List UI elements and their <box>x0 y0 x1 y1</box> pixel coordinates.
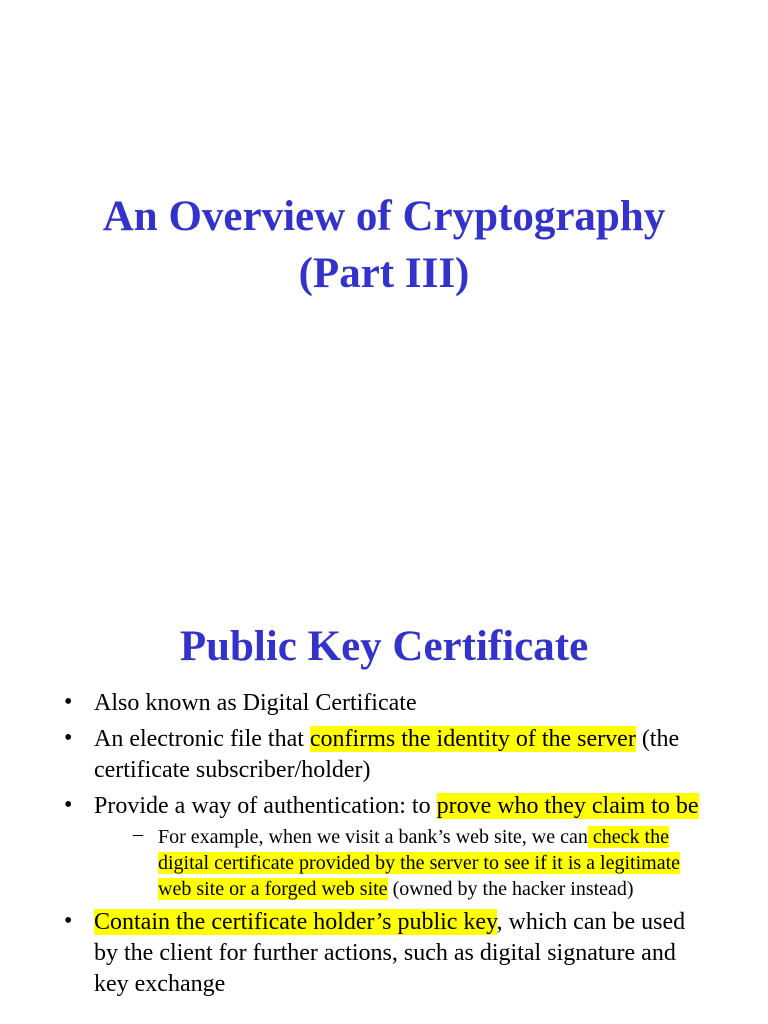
bullet-item-electronic-file <box>64 724 704 786</box>
bullet-item-authentication <box>64 791 704 902</box>
highlighted-text: prove who they claim to be <box>436 793 699 819</box>
slide1-title <box>0 188 768 302</box>
slide2-title: Public Key Certificate <box>179 623 589 670</box>
bullet-text: Also known as Digital Certificate <box>94 690 417 716</box>
sub-bullet-item-example <box>94 824 704 902</box>
bullet-text: (the certificate subscriber/holder) <box>94 726 680 783</box>
bullet-text: An electronic file that <box>94 726 310 752</box>
bullet-item-public-key <box>64 907 704 1000</box>
sub-bullet-text: (owned by the hacker instead) <box>387 878 634 900</box>
bullet-text: Provide a way of authentication: to <box>94 793 437 819</box>
sub-bullet-text: For example, when we visit a bank’s web site, we can <box>158 826 588 848</box>
slide1-title-line1: An Overview of Cryptography <box>102 193 666 240</box>
slide1-title-line2: (Part III) <box>298 250 470 297</box>
highlighted-text: Contain the certificate holder’s public key <box>94 909 497 935</box>
sub-bullet-list <box>94 824 704 902</box>
bullet-list <box>64 688 704 1005</box>
bullet-item-aka <box>64 688 704 719</box>
highlighted-text: check the digital certificate provided by the server to see if it is a legitimate web site or a forged web site <box>158 826 681 900</box>
highlighted-text: confirms the identity of the server <box>309 726 636 752</box>
bullet-text: , which can be used by the client for further actions, such as digital signature and key exchange <box>94 909 686 997</box>
